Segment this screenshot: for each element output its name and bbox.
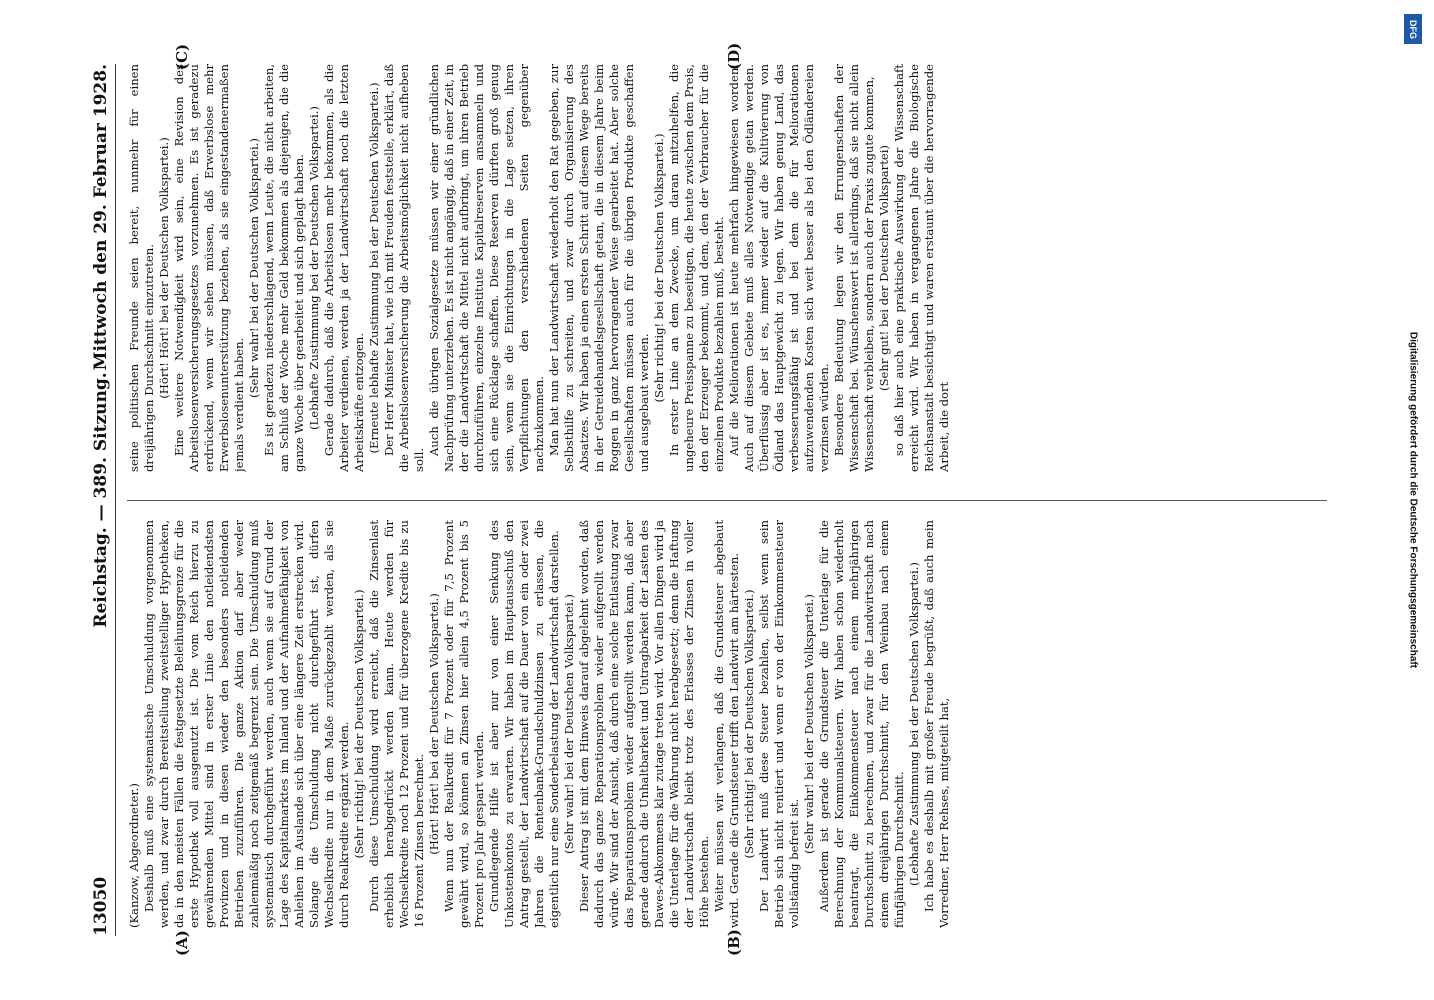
left-column-interjection: (Sehr wahr! bei der Deutschen Volkspartei.) [802,594,816,854]
column-divider [127,500,1327,501]
right-column [127,64,1337,472]
watermark-text: Digitalisierung gefördert durch die Deutsche Forschungsgemeinschaft [1407,331,1419,669]
right-column-interjection: (Lebhafte Zustimmung bei der Deutschen Volkspartei.) [307,106,321,430]
margin-marker-a: (A) [173,930,191,956]
left-column-paragraph: (Kanzow, Abgeordneter.) [127,783,141,928]
left-column-interjection: (Sehr richtig! bei der Deutschen Volkspartei.) [742,589,756,859]
right-column-paragraph: Gerade dadurch, daß die Arbeitslosen mehr bekommen, als die Arbeiter verdienen, werden ja der Landwirtschaft noch die letzten Arbeitskräfte entzogen. [322,64,366,472]
left-column-paragraph: Deshalb muß eine systematische Umschuldung vorgenommen werden, und zwar durch Bereitstellung zweitstelliger Hypotheken, da in den meisten Fällen die festgesetzte Beleihungsgrenze für die erste Hypothek voll ausgenutzt ist. Die vom Reich hierzu zu gewährenden Mittel sind in erster Linie den notleidendsten Provinzen und in diesen wieder den besonders notleidenden Betrieben zuzuführen. Die ganze Aktion darf aber weder zahlenmäßig noch zeitgemäß begrenzt sein. Die Umschuldung muß systematisch durchgeführt werden, auch wenn sie auf Grund der Lage des Kapitalmarktes im Inland und der Aufnahmefähigkeit von Anleihen im Auslande sich über eine längere Zeit erstrecken wird. Solange die Umschuldung nicht durchgeführt ist, dürfen Wechselkredite nur in dem Maße zurückgezahlt werden, als sie durch Realkredite ergänzt werden. [142,520,351,928]
left-column-paragraph: Ich habe es deshalb mit großer Freude begrüßt, daß auch mein Vorredner, Herr Rehses, mitgeteilt hat, [922,520,951,928]
dfg-logo: DFG [1404,14,1422,44]
left-column-paragraph: Wenn nun der Realkredit für 7 Prozent oder für 7,5 Prozent gewährt wird, so können an Zinsen hier allein 4,5 Prozent bis 5 Prozent pro Jahr gespart werden. [442,520,486,928]
margin-marker-c: (C) [173,43,191,70]
right-column-paragraph: seine politischen Freunde seien bereit, nunmehr für einen dreijährigen Durchschnitt einzutreten. [127,64,156,472]
left-column-interjection: (Sehr richtig! bei der Deutschen Volkspartei.) [352,589,366,859]
right-column-paragraph: Der Herr Minister hat, wie ich mit Freuden feststelle, erklärt, daß die Arbeitslosenversicherung die Arbeitsmöglichkeit nicht aufheben soll. [382,64,426,472]
session-title: Reichstag. — 389. Sitzung. [91,372,111,628]
right-column-interjection: (Hört! Hört! bei der Deutschen Volkspartei.) [157,137,171,399]
margin-marker-b: (B) [725,929,743,956]
right-column-paragraph: so daß hier auch eine praktische Auswirkung der Wissenschaft erreicht wird. Wir haben in vergangenen Jahre die Biologische Reichsanstalt besichtigt und waren erstaunt über die hervorragende Arbeit, die dort [892,64,951,472]
right-column-paragraph: Es ist geradezu niederschlagend, wenn Leute, die nicht arbeiten, am Schluß der Woche mehr Geld bekommen als diejenigen, die die ganze Woche über gearbeitet und sich geplagt haben. [262,64,306,472]
right-column-paragraph: Man hat nun der Landwirtschaft wiederholt den Rat gegeben, zur Selbsthilfe zu schreiten, und zwar durch Organisierung des Absatzes. Wir haben ja einen ersten Schritt auf diesem Wege bereits in der Getreidehandelsgesellschaft getan, die in diesem Jahre beim Roggen in ganz hervorragender Weise gearbeitet hat. Aber solche Gesellschaften müssen auch für die übrigen Produkte geschaffen und ausgebaut werden. [547,64,651,472]
right-column-paragraph: In erster Linie an dem Zwecke, um daran mitzuhelfen, die ungeheure Preisspanne zu beseitigen, die heute zwischen dem Preis, den der Erzeuger bekommt, und dem, den der Verbraucher für die einzelnen Produkte bezahlen muß, besteht. [667,64,726,472]
left-column [127,520,1337,928]
right-column-paragraph: Auch die übrigen Sozialgesetze müssen wir einer gründlichen Nachprüfung unterziehen. Es ist nicht angängig, daß in einer Zeit, in der die Landwirtschaft die Mittel nicht aufbringt, um ihren Betrieb durchzuführen, einzelne Institute Kapitalreserven ansammeln und sich eine Rücklage schaffen. Diese Reserven dürften groß genug sein, wenn sie die Einrichtungen in die Lage setzen, ihren Verpflichtungen den verschiedenen Seiten gegenüber nachzukommen. [427,64,546,472]
right-column-paragraph: Eine weitere Notwendigkeit wird sein, eine Revision des Arbeitslosenversicherungsgesetzes vorzunehmen. Es ist geradezu erdrückend, wenn wir sehen müssen, daß Erwerbslose mehr Erwerbslosenunterstützung beziehen, als sie eingestandenermaßen jemals verdient haben. [172,64,246,472]
margin-marker-d: (D) [725,42,743,70]
page-header [87,64,116,936]
right-column-interjection: (Sehr richtig! bei der Deutschen Volkspartei.) [652,133,666,403]
left-column-paragraph: Außerdem ist gerade die Grundsteuer die Unterlage für die Berechnung der Kommunalsteuern. Wir haben schon wiederholt beantragt, die Einkommensteuer nach einem mehrjährigen Durchschnitt zu berechnen, und zwar für die Landwirtschaft nach einem dreijährigen Durchschnitt, für den Weinbau nach einem fünfjährigen Durchschnitt. [817,520,906,928]
right-column-interjection: (Sehr gut! bei der Deutschen Volkspartei) [877,145,891,391]
right-column-interjection: (Erneute lebhafte Zustimmung bei der Deutschen Volkspartei.) [367,82,381,454]
left-column-paragraph: Durch diese Umschuldung wird erreicht, daß die Zinsenlast erheblich herabgedrückt werden kann. Heute werden für Wechselkredite noch 12 Prozent und für überzogene Kredite bis zu 16 Prozent Zinsen berechnet. [367,520,426,928]
digitization-watermark [1396,8,1430,992]
left-column-interjection: (Lebhafte Zustimmung bei der Deutschen Volkspartei.) [907,562,921,886]
page-number: 13050 [91,876,111,936]
left-column-interjection: (Hört! Hört! bei der Deutschen Volkspartei.) [427,593,441,855]
left-column-paragraph: Der Landwirt muß diese Steuer bezahlen, selbst wenn sein Betrieb sich nicht rentiert und wenn er von der Einkommensteuer vollständig befreit ist. [757,520,801,928]
left-column-paragraph: Dieser Antrag ist mit dem Hinweis darauf abgelehnt worden, daß dadurch das ganze Reparationsproblem wieder aufgerollt werden würde. Wir sind der Ansicht, daß durch eine solche Entlastung zwar das Reparationsproblem wieder aufgerollt werden kann, daß aber gerade dadurch die Unhaltbarkeit und Untragbarkeit der Lasten des Dawes-Abkommens klar zutage treten wird. Vor allen Dingen wird ja die Unterlage für die Währung nicht herabgesetzt; denn die Haftung der Landwirtschaft bleibt trotz des Erlasses der Zinsen in voller Höhe bestehen. [577,520,711,928]
session-date: Mittwoch den 29. Februar 1928. [91,64,111,371]
left-column-paragraph: Grundlegende Hilfe ist aber nur von einer Senkung des Unkostenkontos zu erwarten. Wir haben im Hauptausschuß den Antrag gestellt, der Landwirtschaft auf die Dauer von ein oder zwei Jahren die Rentenbank-Grundschuldzinsen zu erlassen, die eigentlich nur eine Sonderbelastung der Landwirtschaft darstellen. [487,520,561,928]
document-page [87,40,1347,960]
right-column-paragraph: Auf die Meliorationen ist heute mehrfach hingewiesen worden. Auch auf diesem Gebiete muß alles Notwendige getan werden. Überflüssig aber ist es, immer wieder auf die Kultivierung von Ödland das Hauptgewicht zu legen. Wir haben genug Land, das verbesserungsfähig ist und bei dem die für Meliorationen aufzuwendenden Kosten sich weit besser als bei den Ödländereien verzinsen würden. [727,64,831,472]
right-column-interjection: (Sehr wahr! bei der Deutschen Volkspartei.) [247,138,261,398]
right-column-paragraph: Besondere Bedeutung legen wir den Errungenschaften der Wissenschaft bei. Wünschenswert ist allerdings, daß sie nicht allein Wissenschaft verbleiben, sondern auch der Praxis zugute kommen, [832,64,876,472]
left-column-interjection: (Sehr wahr! bei der Deutschen Volkspartei.) [562,594,576,854]
left-column-paragraph: Weiter müssen wir verlangen, daß die Grundsteuer abgebaut wird. Gerade die Grundsteuer trifft den Landwirt am härtesten. [712,520,741,928]
